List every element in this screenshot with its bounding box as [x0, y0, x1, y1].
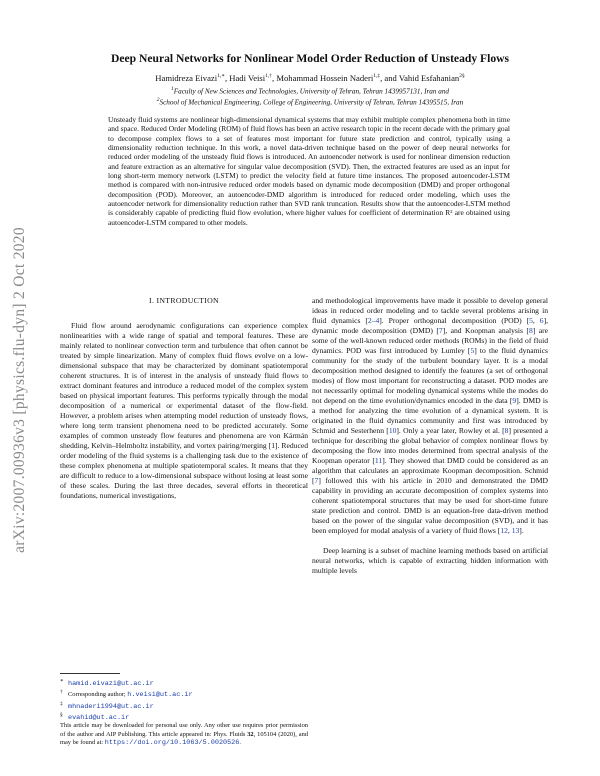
footnote-mark: †: [60, 689, 63, 696]
citation-link[interactable]: 9: [512, 396, 517, 406]
affiliation-mark: 2: [156, 97, 160, 103]
affiliation-text: Faculty of New Sciences and Technologies, University of Tehran, Tehran 1439957131, Iran and: [173, 87, 450, 96]
email-link[interactable]: mhnaderi1994@ut.ac.ir: [68, 702, 154, 711]
affiliation-mark: 1: [170, 86, 174, 92]
affiliation-text: School of Mechanical Engineering, College of Engineering, University of Tehran, Tehran 14395515, Iran: [159, 98, 464, 107]
text-run: ,: [532, 316, 540, 326]
footnote-mark: ‡: [60, 700, 63, 707]
footnote-mark: §: [60, 711, 63, 718]
citation-link[interactable]: 11: [374, 456, 383, 466]
footnote-list: [60, 677, 308, 722]
text-run: ]. Proper orthogonal decomposition (POD) [: [379, 316, 530, 326]
intro-column-right: [312, 296, 548, 576]
text-run: ] are some of the well-known reduced order methods (ROMs) in the field of fluid dynamics. POD was first introduced by Lumley [: [312, 326, 549, 356]
text-run: ] followed this with his article in 2010 and demonstrated the DMD capability in providing an accurate decomposition of complex systems into coherent spatiotemporal structures that may be used for short-time future state prediction and control. DMD is an equation-free data-driven method based on the power of the singular value decomposition (SVD), and it has been employed for modal analysis of a variety of fluid flows [: [312, 476, 548, 536]
text-run: ]. DMD is a method for analyzing the time evolution of a dynamical system. It is originated in the fluid dynamics community and first was introduced by Schmid and Sesterhenn [: [312, 396, 549, 436]
author-name: Vahid Esfahanian: [398, 73, 460, 83]
footnote: [60, 711, 308, 722]
text-run: ], dynamic mode decomposition (DMD) [: [312, 316, 549, 336]
text-run: and methodological improvements have made it possible to develop general ideas in reduced order modeling and to tackle several problems arising in fluid dynamics [: [312, 296, 548, 326]
author-mark: 1,∗: [217, 73, 225, 80]
volume-number: 32: [247, 730, 254, 738]
footnote-mark: ∗: [60, 678, 64, 684]
citation-link[interactable]: 8: [528, 326, 533, 336]
footnote: [60, 677, 308, 688]
citation-link[interactable]: 13: [511, 526, 520, 536]
citation-link[interactable]: 6: [539, 316, 544, 326]
email-link[interactable]: hamid.eivazi@ut.ac.ir: [68, 680, 154, 689]
author-mark: 1,†: [265, 73, 273, 80]
email-link[interactable]: evahid@ut.ac.ir: [68, 714, 130, 723]
citation-link[interactable]: 5: [470, 346, 475, 356]
footnote-rule: [60, 673, 120, 674]
author-name: Hadi Veisi: [229, 73, 266, 83]
arxiv-stamp-text: arXiv:2007.00936v3 [physics.flu-dyn] 2 Oct 2020: [11, 227, 28, 553]
citation-link[interactable]: 10: [388, 426, 397, 436]
deep-learning-paragraph: Deep learning is a subset of machine learning methods based on artificial neural networks, which is capable of extracting hidden information with multiple levels: [312, 546, 548, 576]
affiliation-1: [40, 86, 580, 95]
affiliation-2: [40, 97, 580, 106]
citation-link[interactable]: 5: [529, 316, 533, 326]
citation-link[interactable]: 7: [438, 326, 443, 336]
text-run: ]. They showed that DMD could be considered as an algorithm that calculates an approximate Koopman decomposition. Schmid [: [312, 456, 548, 486]
footnotes: [60, 677, 308, 747]
paper-title: Deep Neural Networks for Nonlinear Model Order Reduction of Unsteady Flows: [110, 52, 510, 65]
citation-link[interactable]: 8: [504, 426, 509, 436]
author-name: Mohammad Hossein Naderi: [276, 73, 374, 83]
doi-link[interactable]: https://doi.org/10.1063/5.0020526: [104, 738, 240, 747]
text-run: ] presented a technique for describing the global behavior of complex nonlinear flows by decomposing the flow into modes determined from spectral analysis of the Koopman operator [: [312, 426, 548, 466]
intro-column-left: Fluid flow around aerodynamic configurations can experience complex nonlinearities with a wide range of spatial and temporal features. These are mainly related to nonlinear convection term and turbulence that often cannot be treated by simple linearization. Many of complex fluid flows evolve on a low-dimensional subspace that may be characterized by dominant spatiotemporal coherent structures. It is of interest in the analysis of unsteady fluid flows to extract dominant features and introduce a reduced model of the complex system based on physical important features. This performs typically through the modal decomposition of a numerical or experimental dataset of the flow-field. However, a problem arises when attempting model reduction of unsteady flows, where long term transient phenomena need to be predicted accurately. Some examples of common unsteady flow features and phenomena are von Kármán shedding, Kelvin–Helmholtz instability, and vortex pairing/merging [1]. Reduced order modeling of the fluid systems is a challenging task due to the existence of these complex phenomena at multiple spatiotemporal scales. It means that they are difficult to reduce to a low-dimensional subspace without losing at least some of these scales. During the last three decades, several efforts in theoretical foundations, numerical investigations,: [60, 321, 308, 501]
footnote: [60, 700, 308, 711]
author-list: Hamidreza Eivazi$^{1,∗}$, Hadi Veisi$^{1,\dagger}$, Mohammad Hossein Naderi$^{1,\ddagger}$, and Vahid Esfahanian$^{2\S}$: [155, 73, 465, 83]
section-heading: I. INTRODUCTION: [149, 296, 219, 305]
intro-paragraph: [312, 296, 548, 536]
text-run: ], and Koopman analysis [: [442, 326, 529, 336]
email-link[interactable]: h.veisi@ut.ac.ir: [127, 691, 193, 700]
footnote-text: Corresponding author;: [68, 691, 128, 699]
author-mark: 2§: [459, 73, 465, 80]
text-run: ] to the fluid dynamics community for the study of the turbulent boundary layer. It is a modal decomposition method designed to identify the features (a set of orthogonal modes) of flow most important for reconstructing a dataset. POD modes are not necessarily optimal for modeling dynamical systems while the modes do not depend on the time evolution/dynamics encoded in the data [: [312, 346, 548, 406]
text-run: ].: [519, 526, 524, 536]
citation-link[interactable]: 12: [500, 526, 508, 536]
publication-notice: This article may be downloaded for personal use only. Any other use requires prior permission of the author and AIP Publishing. This article appeared in: Phys. Fluids 32, 105104 (2020), and may be found at: https://doi.org/10.1063/5.0020526.: [60, 722, 308, 747]
abstract: Unsteady fluid systems are nonlinear high-dimensional dynamical systems that may exhibit multiple complex phenomena both in time and space. Reduced Order Modeling (ROM) of fluid flows has been an active research topic in the recent decade with the primary goal to decompose complex flows to a set of features most important for future state prediction and control, typically using a dimensionality reduction technique. In this work, a novel data-driven technique based on the power of deep neural networks for reduced order modeling of the unsteady fluid flows is introduced. An autoencoder network is used for nonlinear dimension reduction and feature extraction as an alternative for singular value decomposition (SVD). Then, the extracted features are used as an input for long short-term memory network (LSTM) to predict the velocity field at future time instances. The proposed autoencoder-LSTM method is compared with non-intrusive reduced order models based on dynamic mode decomposition (DMD) and proper orthogonal decomposition (POD). Moreover, an autoencoder-DMD algorithm is introduced for reduced order modeling, which uses the autoencoder network for dimensionality reduction rather than SVD rank truncation. Results show that the autoencoder-LSTM method is considerably capable of predicting fluid flow evolution, where higher values for coefficient of determination R² are obtained using autoencoder-LSTM compared to other models.: [108, 115, 510, 227]
citation-link[interactable]: 2–4: [367, 316, 380, 326]
footnote: [60, 688, 308, 699]
text-run: ,: [507, 526, 512, 536]
text-run: ]. Only a year later, Rowley et al. [: [396, 426, 505, 436]
author-name: Hamidreza Eivazi: [155, 73, 218, 83]
arxiv-stamp: [8, 170, 32, 610]
author-mark: 1,‡: [373, 73, 381, 80]
citation-link[interactable]: 7: [314, 476, 319, 486]
